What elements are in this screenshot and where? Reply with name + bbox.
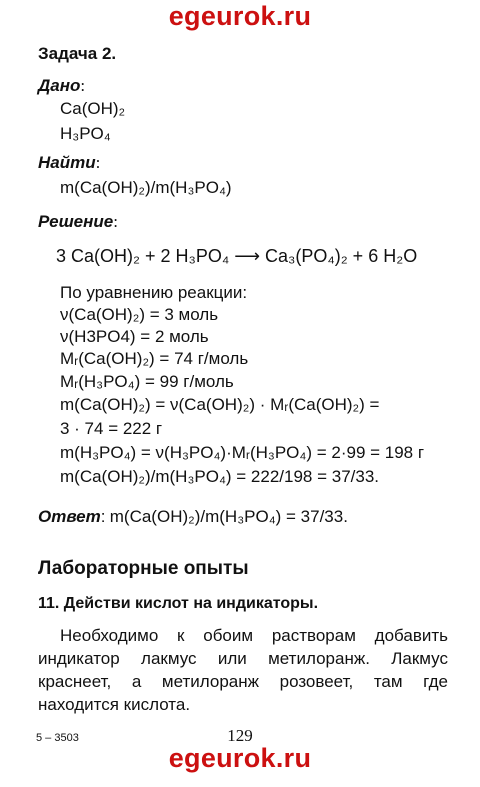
given-item-2: H₃PO₄ [60,124,111,143]
find-label: Найти [38,153,96,172]
step-2: ν(Ca(OH)₂) = 3 моль [60,305,219,324]
body-paragraph: Необходимо к обоим растворам добавить индикатор лакмус или метилоранж. Лакмус краснеет, а метилоранж розовеет, там где находится кислота. [38,626,448,714]
find-colon: : [95,153,101,172]
page-number: 129 [227,726,253,745]
step-3: ν(H3PO4) = 2 моль [60,327,209,346]
answer-line [38,507,348,527]
step-7: 3 · 74 = 222 г [60,419,163,438]
step-6: m(Ca(OH)₂) = ν(Ca(OH)₂) · Mᵣ(Ca(OH)₂) = [60,395,380,414]
task-title: Задача 2. [38,44,117,63]
answer-colon: : [100,507,106,526]
footer-code: 5 – 3503 [36,732,79,744]
answer-text: m(Ca(OH)₂)/m(H₃PO₄) = 37/33. [109,507,348,526]
watermark-top: egeurok.ru [168,1,312,31]
solution-colon: : [113,212,118,231]
find-heading [38,153,100,173]
subsection-title: 11. Действи кислот на индикаторы. [38,595,319,612]
watermark-bottom: egeurok.ru [168,743,312,773]
section-title: Лабораторные опыты [38,558,249,579]
given-item-1: Ca(OH)₂ [60,99,126,118]
step-4: Mᵣ(Ca(OH)₂) = 74 г/моль [60,349,249,368]
step-1: По уравнению реакции: [60,283,248,302]
step-5: Mᵣ(H₃PO₄) = 99 г/моль [60,372,234,391]
reaction-equation: 3 Ca(OH)₂ + 2 H₃PO₄ ⟶ Ca₃(PO₄)₂ + 6 H₂O [56,246,418,266]
step-8: m(H₃PO₄) = ν(H₃PO₄)·Mᵣ(H₃PO₄) = 2·99 = 198 г [60,443,425,462]
given-colon: : [80,76,86,95]
solution-label: Решение [38,212,114,231]
find-text: m(Ca(OH)₂)/m(H₃PO₄) [60,178,232,197]
step-9: m(Ca(OH)₂)/m(H₃PO₄) = 222/198 = 37/33. [60,467,380,486]
given-heading [38,76,85,96]
answer-label: Ответ [38,507,101,526]
given-label: Дано [38,76,81,95]
solution-heading [38,212,118,232]
